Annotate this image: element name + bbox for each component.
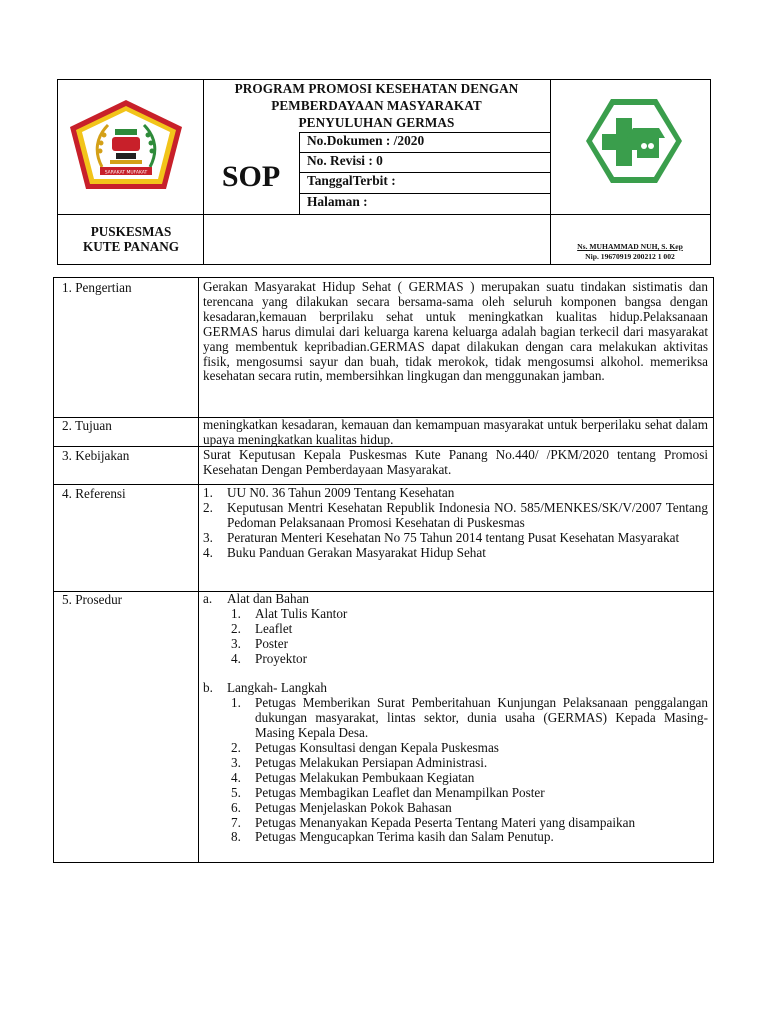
aceh-regency-logo xyxy=(66,97,186,197)
text-pengertian: Gerakan Masyarakat Hidup Sehat ( GERMAS ) merupakan suatu tindakan sistimatis dan terencana yang dilakukan secara bersama-sama oleh seluruh komponen bangsa dengan kesadaran,kemauan berprilaku sehat untuk meningkatkan kualitas hidup.Pelaksanaan GERMAS harus dimulai dari keluarga karena keluarga adalah bagian terkecil dari masyarakat yang membentuk kepribadian.GERMAS dapat dilakukan dengan cara melakukan aktivitas fisik, mengosumsi sayur dan buah, tidak merokok, tidak mengosumsi alkohol. memeriksa kesehatan secara rutin, membersihkan lingkugan dan menggunakan jamban. xyxy=(203,279,708,384)
list-item: 4. Buku Panduan Gerakan Masyarakat Hidup Sehat xyxy=(203,544,486,560)
germas-logo xyxy=(581,96,687,186)
no-revisi-field: No. Revisi : 0 xyxy=(307,153,383,168)
list-item: 4. Petugas Melakukan Pembukaan Kegiatan xyxy=(231,769,475,785)
no-dokumen-field: No.Dokumen : /2020 xyxy=(307,133,425,148)
referensi-list xyxy=(203,486,708,561)
document-title: PROGRAM PROMOSI KESEHATAN DENGAN PEMBERDAYAAN MASYARAKAT PENYULUHAN GERMAS xyxy=(234,81,519,130)
list-item: 8. Petugas Mengucapkan Terima kasih dan Salam Penutup. xyxy=(231,829,554,845)
list-item: 3. Poster xyxy=(231,635,288,651)
sop-header-table xyxy=(57,79,711,265)
list-item: 4. Proyektor xyxy=(231,650,308,666)
signatory-nip: Nip. 19670919 200212 1 002 xyxy=(585,252,675,261)
prosedur-a-label: Alat dan Bahan xyxy=(227,591,310,606)
label-kebijakan: 3. Kebijakan xyxy=(62,448,130,463)
label-prosedur: 5. Prosedur xyxy=(62,592,123,607)
sop-content-table xyxy=(53,277,714,863)
list-item: 1. Petugas Memberikan Surat Pemberitahuan Kunjungan Pelaksanaan penggalangan dukungan masyarakat, lintas sektor, dunia usaha (GERMAS) Kepada Masing- Masing Kepala Desa. xyxy=(231,695,708,741)
list-item: 2. Leaflet xyxy=(231,620,293,636)
list-item: 2. Petugas Konsultasi dengan Kepala Puskesmas xyxy=(231,740,499,756)
signatory-block xyxy=(554,242,706,262)
halaman-field: Halaman : xyxy=(307,194,368,209)
prosedur-b-label: Langkah- Langkah xyxy=(227,680,327,696)
text-tujuan: meningkatkan kesadaran, kemauan dan kemampuan masyarakat untuk berperilaku sehat dalam upaya meningkatkan kualitas hidup. xyxy=(203,417,708,447)
puskesmas-name: PUSKESMAS KUTE PANANG xyxy=(82,224,180,254)
list-item: 6. Petugas Menjelaskan Pokok Bahasan xyxy=(231,799,452,815)
label-referensi: 4. Referensi xyxy=(62,486,126,501)
list-item: 1. UU N0. 36 Tahun 2009 Tentang Kesehatan xyxy=(203,485,455,500)
prosedur-content: a. Alat dan Bahan 1. Alat Tulis Kantor 2. Leaflet 3. Poster 4. Proyektor b. Langkah- Langkah 1. Petugas Memberikan Surat Pemberitahuan Kunjungan Pelaksanaan penggalangan dukungan masyarakat, lintas sektor, dunia usaha (GERMAS) Kepada Masing- Masing Kepala Desa. 2. Petugas Konsultasi dengan Kepala Puskesmas 3. Petugas Melakukan Persiapan Administrasi. 4. Petugas Melakukan Pembukaan Kegiatan 5. Petugas Membagikan Leaflet dan Menampilkan Poster 6. Petugas Menjelaskan Pokok Bahasan 7. Petugas Menanyakan Kepada Peserta Tentang Materi yang disampaikan 8. Petugas Mengucapkan Terima kasih dan Salam Penutup. xyxy=(203,591,708,845)
tanggal-terbit-field: TanggalTerbit : xyxy=(307,173,396,188)
signatory-name: Ns. MUHAMMAD NUH, S. Kep xyxy=(577,242,683,251)
list-item: 3. Petugas Melakukan Persiapan Administrasi. xyxy=(231,754,488,770)
label-tujuan: 2. Tujuan xyxy=(62,418,112,433)
list-item: 2. Keputusan Mentri Kesehatan Republik Indonesia NO. 585/MENKES/SK/V/2007 Tentang Pedoman Pelaksanaan Promosi Kesehatan di Puskesmas xyxy=(203,499,708,530)
list-item: 5. Petugas Membagikan Leaflet dan Menampilkan Poster xyxy=(231,784,545,800)
list-item: 3. Peraturan Menteri Kesehatan No 75 Tahun 2014 tentang Pusat Kesehatan Masyarakat xyxy=(203,529,680,545)
list-item: 7. Petugas Menanyakan Kepada Peserta Tentang Materi yang disampaikan xyxy=(231,814,636,830)
sop-label: SOP xyxy=(221,160,281,193)
list-item: 1. Alat Tulis Kantor xyxy=(231,605,348,621)
label-pengertian: 1. Pengertian xyxy=(62,280,132,295)
svg-text:SARAKAT MUFAKAT: SARAKAT MUFAKAT xyxy=(104,170,148,176)
text-kebijakan: Surat Keputusan Kepala Puskesmas Kute Panang No.440/ /PKM/2020 tentang Promosi Kesehatan Dengan Pemberdayaan Masyarakat. xyxy=(203,447,708,477)
